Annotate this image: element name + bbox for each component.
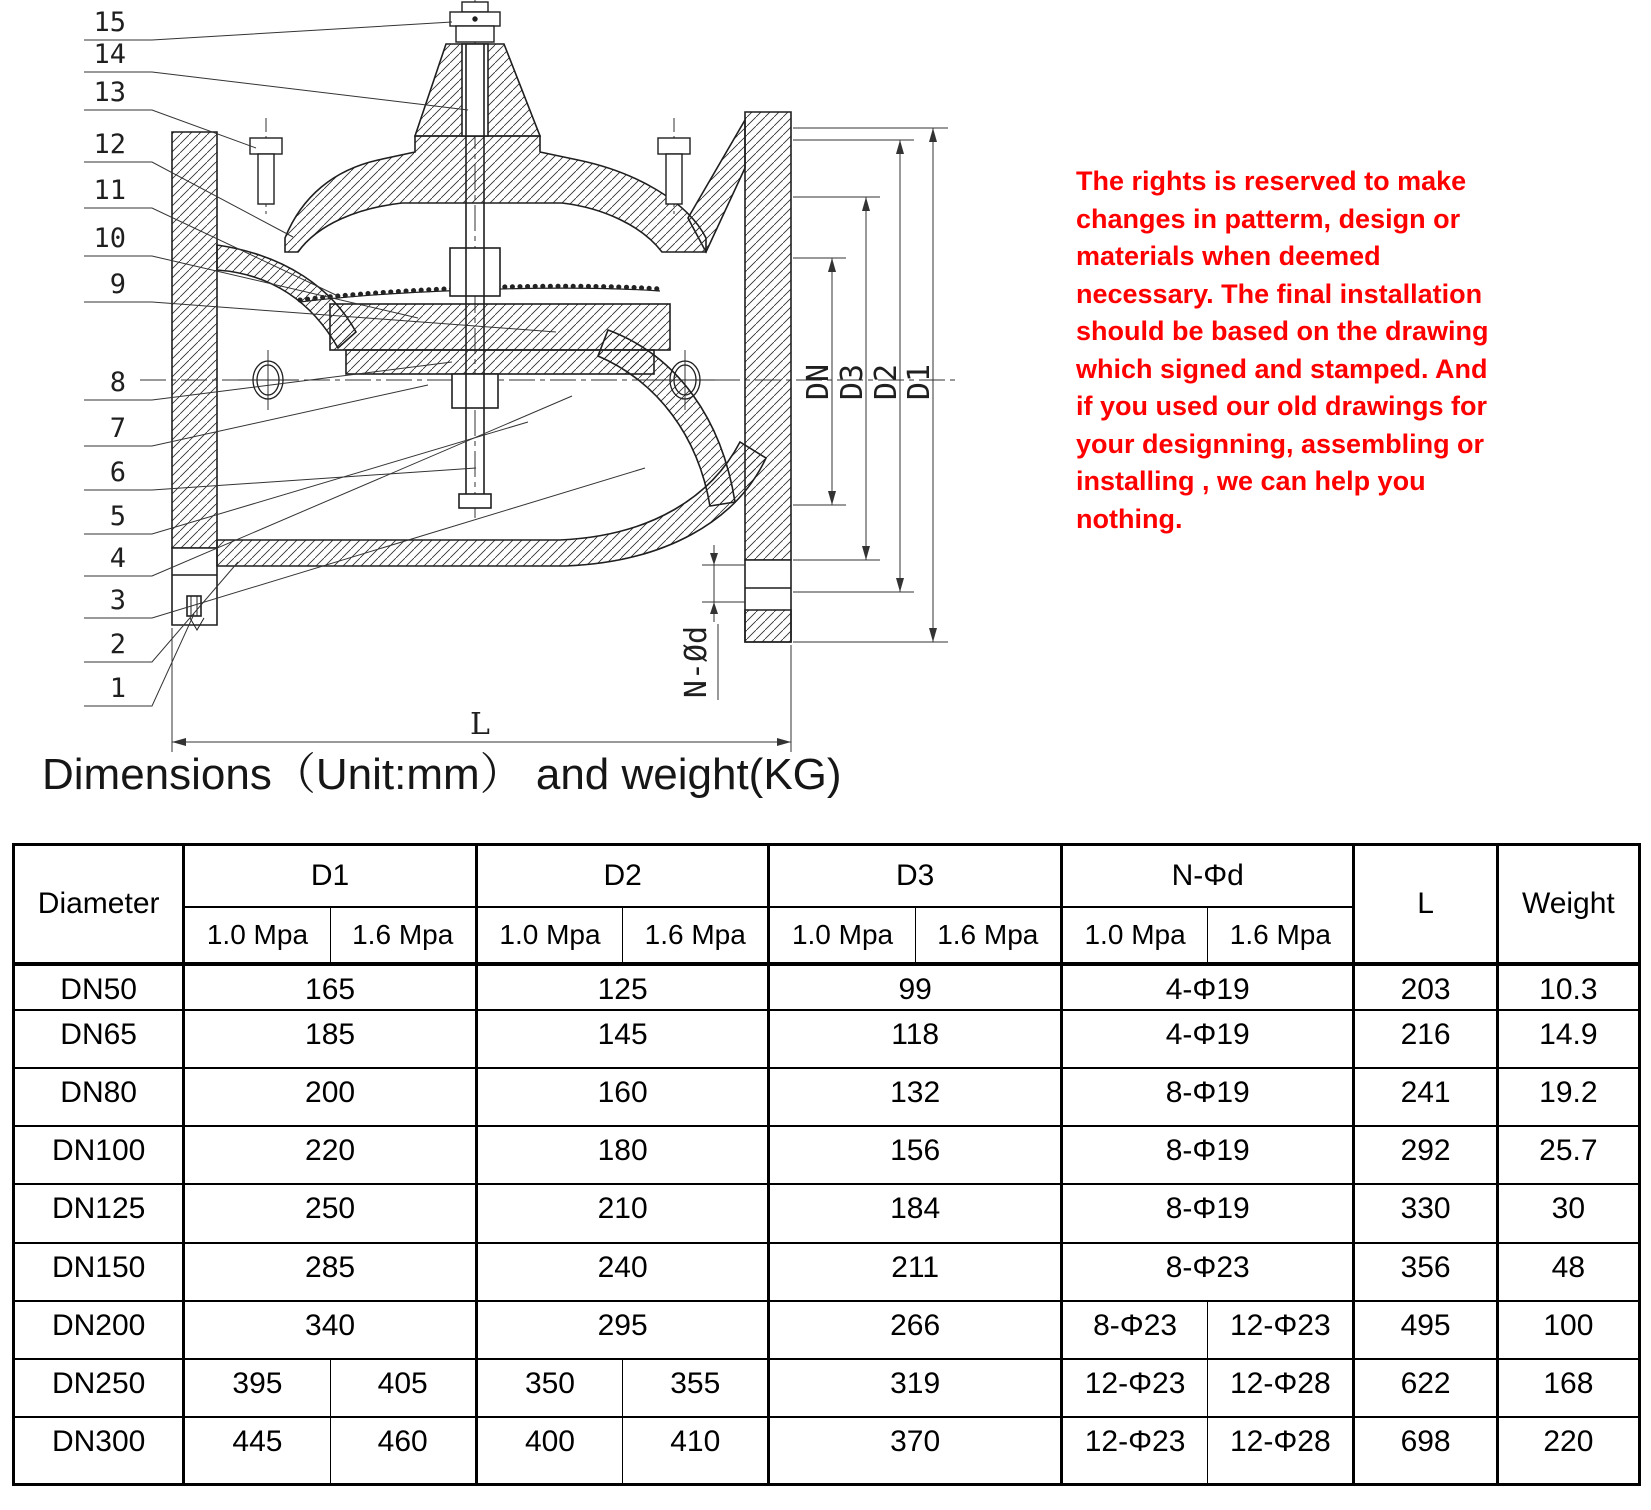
cell-weight: 168 xyxy=(1497,1359,1639,1417)
cell-diameter: DN50 xyxy=(14,964,184,1010)
dim-label-dn: DN xyxy=(801,363,836,401)
cell-weight: 19.2 xyxy=(1497,1068,1639,1126)
part-number-label: 10 xyxy=(93,223,126,254)
cell-weight: 48 xyxy=(1497,1243,1639,1301)
col-header-diameter: Diameter xyxy=(37,886,160,920)
table-row xyxy=(14,1068,1640,1126)
cell-l: 216 xyxy=(1354,1010,1497,1068)
table-row xyxy=(14,1301,1640,1359)
cell-l: 203 xyxy=(1354,964,1497,1010)
cell-d1: 250 xyxy=(184,1184,477,1242)
part-number-label: 1 xyxy=(109,673,126,704)
bolt-hole-dimension xyxy=(679,545,745,700)
part-number-label: 14 xyxy=(93,39,126,70)
subheader-pressure: 1.6 Mpa xyxy=(915,907,1061,964)
cell-d3: 184 xyxy=(769,1184,1062,1242)
part-number-label: 9 xyxy=(109,269,126,300)
cell-d3: 370 xyxy=(769,1417,1062,1484)
part-number-label: 2 xyxy=(109,629,126,660)
notice-line: changes in patterm, design or xyxy=(1076,203,1461,234)
cell-d1: 165 xyxy=(184,964,477,1010)
dim-label-d1: D1 xyxy=(902,363,937,401)
cell-d1: 460 xyxy=(330,1417,476,1484)
cell-d2: 145 xyxy=(476,1010,769,1068)
notice-line: your designning, assembling or xyxy=(1076,428,1485,459)
table-row xyxy=(14,1417,1640,1484)
cell-d2: 210 xyxy=(476,1184,769,1242)
cell-n-phi-d: 4-Φ19 xyxy=(1061,1010,1354,1068)
cell-d3: 156 xyxy=(769,1126,1062,1184)
cell-d2: 240 xyxy=(476,1243,769,1301)
cell-d3: 211 xyxy=(769,1243,1062,1301)
table-row xyxy=(14,1243,1640,1301)
part-number-label: 8 xyxy=(109,367,126,398)
notice-line: installing , we can help you xyxy=(1076,466,1426,496)
notice-line: necessary. The final installation xyxy=(1076,278,1483,309)
col-header-l: L xyxy=(1354,845,1497,964)
rights-notice xyxy=(1076,163,1616,538)
part-number-label: 6 xyxy=(109,457,126,488)
cell-d1: 445 xyxy=(184,1417,330,1484)
cell-d2: 180 xyxy=(476,1126,769,1184)
cell-d2: 350 xyxy=(476,1359,622,1417)
dim-label-d3: D3 xyxy=(835,363,870,401)
cell-diameter: DN250 xyxy=(14,1359,184,1417)
cell-l: 698 xyxy=(1354,1417,1497,1484)
cell-d1: 185 xyxy=(184,1010,477,1068)
cell-weight: 25.7 xyxy=(1497,1126,1639,1184)
cell-d3: 118 xyxy=(769,1010,1062,1068)
cell-weight: 30 xyxy=(1497,1184,1639,1242)
part-number-label: 13 xyxy=(93,77,126,108)
table-row xyxy=(14,1010,1640,1068)
diaphragm-cover xyxy=(285,44,706,252)
cell-d1: 395 xyxy=(184,1359,330,1417)
cell-n-phi-d: 8-Φ23 xyxy=(1061,1301,1207,1359)
col-header-weight: Weight xyxy=(1497,845,1639,964)
notice-line: which signed and stamped. And xyxy=(1076,353,1488,384)
cell-d3: 99 xyxy=(769,964,1062,1010)
cell-l: 241 xyxy=(1354,1068,1497,1126)
dim-label-n-od: N-Ød xyxy=(679,625,714,699)
dim-label-length: L xyxy=(470,707,490,742)
cell-n-phi-d: 12-Φ23 xyxy=(1061,1417,1207,1484)
left-flange xyxy=(172,132,217,630)
cell-d1: 405 xyxy=(330,1359,476,1417)
subheader-pressure: 1.0 Mpa xyxy=(476,907,622,964)
part-number-label: 3 xyxy=(109,585,126,616)
cell-diameter: DN150 xyxy=(14,1243,184,1301)
dim-label-d2: D2 xyxy=(869,363,904,401)
cell-d1: 340 xyxy=(184,1301,477,1359)
top-adjusting-bolt xyxy=(450,2,500,42)
col-header-d2: D2 xyxy=(476,845,769,907)
cell-weight: 220 xyxy=(1497,1417,1639,1484)
dimensions-table xyxy=(12,843,1641,1486)
cell-l: 495 xyxy=(1354,1301,1497,1359)
section-title: Dimensions（Unit:mm） and weight(KG) xyxy=(42,750,842,799)
table-row xyxy=(14,964,1640,1010)
subheader-pressure: 1.6 Mpa xyxy=(623,907,769,964)
subheader-pressure: 1.6 Mpa xyxy=(330,907,476,964)
cell-l: 330 xyxy=(1354,1184,1497,1242)
cell-diameter: DN65 xyxy=(14,1010,184,1068)
notice-line: if you used our old drawings for xyxy=(1076,391,1488,421)
table-row xyxy=(14,1359,1640,1417)
notice-line: nothing. xyxy=(1076,503,1183,534)
cell-n-phi-d: 12-Φ28 xyxy=(1208,1359,1354,1417)
part-number-label: 5 xyxy=(109,501,126,532)
subheader-pressure: 1.0 Mpa xyxy=(1061,907,1207,964)
part-number-label: 12 xyxy=(93,129,126,160)
part-number-label: 15 xyxy=(93,7,126,38)
header-row-groups xyxy=(14,845,1640,907)
cell-n-phi-d: 8-Φ19 xyxy=(1061,1184,1354,1242)
cell-d1: 200 xyxy=(184,1068,477,1126)
diameter-dimensions xyxy=(793,128,948,642)
cell-l: 622 xyxy=(1354,1359,1497,1417)
table-row xyxy=(14,1126,1640,1184)
right-flange xyxy=(688,112,791,642)
cell-d2: 295 xyxy=(476,1301,769,1359)
valve-cross-section-drawing xyxy=(0,0,1010,770)
part-number-label: 11 xyxy=(93,175,126,206)
col-header-d3: D3 xyxy=(769,845,1062,907)
notice-line: The rights is reserved to make xyxy=(1076,166,1467,196)
col-header-n-phi-d: N-Φd xyxy=(1061,845,1354,907)
cell-d1: 220 xyxy=(184,1126,477,1184)
cell-n-phi-d: 12-Φ23 xyxy=(1061,1359,1207,1417)
cell-l: 356 xyxy=(1354,1243,1497,1301)
col-header-d1: D1 xyxy=(184,845,477,907)
subheader-pressure: 1.0 Mpa xyxy=(769,907,915,964)
cell-weight: 14.9 xyxy=(1497,1010,1639,1068)
cell-d2: 125 xyxy=(476,964,769,1010)
cell-n-phi-d: 4-Φ19 xyxy=(1061,964,1354,1010)
cell-l: 292 xyxy=(1354,1126,1497,1184)
cell-diameter: DN300 xyxy=(14,1417,184,1484)
cell-n-phi-d: 8-Φ19 xyxy=(1061,1068,1354,1126)
cell-diameter: DN80 xyxy=(14,1068,184,1126)
cell-d2: 400 xyxy=(476,1417,622,1484)
cell-n-phi-d: 12-Φ28 xyxy=(1208,1417,1354,1484)
notice-line: materials when deemed xyxy=(1076,241,1381,271)
cell-diameter: DN200 xyxy=(14,1301,184,1359)
cell-d3: 266 xyxy=(769,1301,1062,1359)
cell-weight: 10.3 xyxy=(1497,964,1639,1010)
notice-line: should be based on the drawing xyxy=(1076,316,1489,346)
cell-n-phi-d: 12-Φ23 xyxy=(1208,1301,1354,1359)
cell-diameter: DN100 xyxy=(14,1126,184,1184)
part-number-label: 7 xyxy=(109,413,126,444)
cell-n-phi-d: 8-Φ23 xyxy=(1061,1243,1354,1301)
cell-diameter: DN125 xyxy=(14,1184,184,1242)
cell-d1: 285 xyxy=(184,1243,477,1301)
cell-d3: 132 xyxy=(769,1068,1062,1126)
subheader-pressure: 1.0 Mpa xyxy=(184,907,330,964)
cell-d3: 319 xyxy=(769,1359,1062,1417)
cell-d2: 410 xyxy=(623,1417,769,1484)
cell-n-phi-d: 8-Φ19 xyxy=(1061,1126,1354,1184)
part-number-label: 4 xyxy=(109,543,126,574)
cell-d2: 160 xyxy=(476,1068,769,1126)
table-row xyxy=(14,1184,1640,1242)
cell-weight: 100 xyxy=(1497,1301,1639,1359)
subheader-pressure: 1.6 Mpa xyxy=(1208,907,1354,964)
cell-d2: 355 xyxy=(623,1359,769,1417)
